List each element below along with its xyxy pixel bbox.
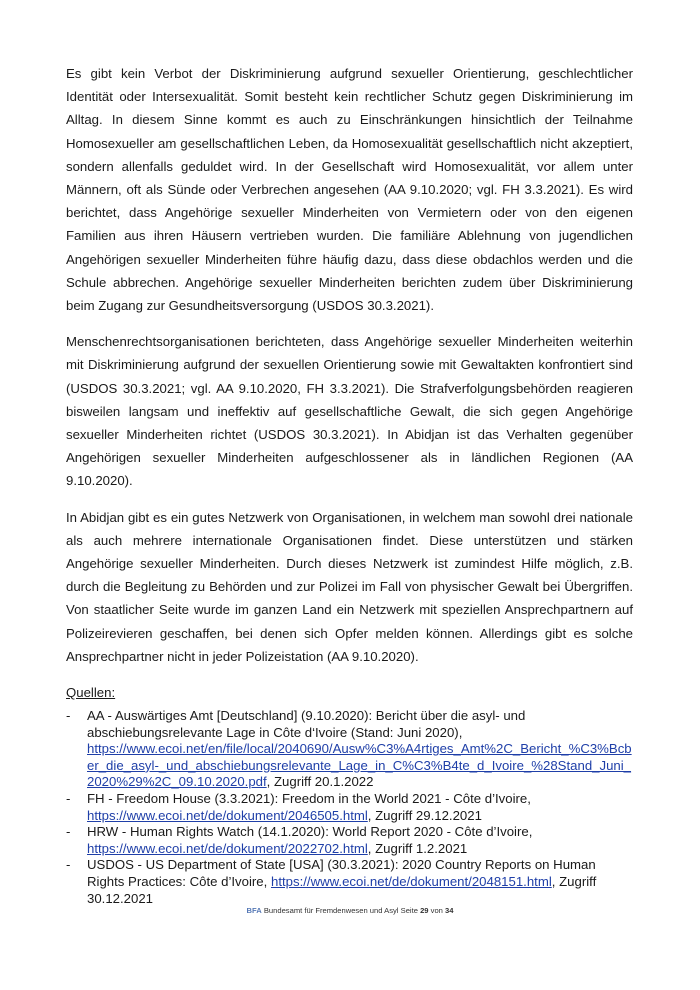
source-access-date: , Zugriff 20.1.2022 — [266, 774, 374, 790]
list-dash: - — [66, 708, 71, 724]
page-footer — [0, 906, 700, 915]
footer-page-current: 29 — [420, 906, 429, 915]
source-text: AA - Auswärtiges Amt [Deutschland] (9.10.2020): Bericht über die asyl- und abschiebungsrelevante Lage in Côte d‘Ivoire (Stand: Juni 2020), — [87, 708, 526, 740]
paragraph-discrimination: Es gibt kein Verbot der Diskriminierung aufgrund sexueller Orientierung, geschlechtlicher Identität oder Intersexualität. Somit besteht kein rechtlicher Schutz gegen Diskriminierung im Alltag. In diesem Sinne kommt es auch zu Einschränkungen hinsichtlich der Teilnahme Homosexueller am gesellschaftlichen Leben, da Homosexualität gesellschaftlich nicht akzeptiert, sondern allenfalls geduldet wird. In der Gesellschaft wird Homosexualität, vor allem unter Männern, oft als Sünde oder Verbrechen angesehen (AA 9.10.2020; vgl. FH 3.3.2021). Es wird berichtet, dass Angehörige sexueller Minderheiten von Vermietern oder von den eigenen Familien aus ihren Häusern vertrieben wurden. Die familiäre Ablehnung von jugendlichen Angehörigen sexueller Minderheiten führe häufig dazu, dass diese obdachlos werden und die Schule abbrechen. Angehörige sexueller Minderheiten berichten zudem über Diskriminierung beim Zugang zur Gesundheitsversorgung (USDOS 30.3.2021). — [66, 66, 633, 314]
source-text: HRW - Human Rights Watch (14.1.2020): World Report 2020 - Côte d’Ivoire, — [87, 824, 533, 840]
footer-org-name: Bundesamt für Fremdenwesen und Asyl — [263, 906, 399, 915]
source-text: FH - Freedom House (3.3.2021): Freedom in the World 2021 - Côte d’Ivoire, — [87, 791, 531, 807]
source-link-hrw[interactable]: https://www.ecoi.net/de/dokument/2022702.html — [87, 840, 368, 856]
paragraph-abidjan-network: In Abidjan gibt es ein gutes Netzwerk von Organisationen, in welchem man sowohl drei nationale als auch mehrere internationale Organisationen findet. Diese unterstützen und stärken Angehörige sexueller Minderheiten. Durch dieses Netzwerk ist zumindest Hilfe möglich, z.B. durch die Begleitung zu Behörden und zur Polizei im Fall von physischer Gewalt bei Übergriffen. Von staatlicher Seite wurde im ganzen Land ein Netzwerk mit speziellen Ansprechpartnern auf Polizeirevieren geschaffen, bei denen sich Opfer melden können. Allerdings gibt es solche Ansprechpartner nicht in jeder Polizeistation (AA 9.10.2020). — [66, 509, 633, 664]
document-body — [66, 62, 633, 907]
source-link-aa[interactable]: https://www.ecoi.net/en/file/local/2040690/Ausw%C3%A4rtiges_Amt%2C_Bericht_%C3%Bcber_die_asyl-_und_abschiebungsrelevante_Lage_in_C%C3%B4te_d_Ivoire_%28Stand_Juni_2020%29%2C_09.10.2020.pdf — [87, 741, 632, 790]
sources-list — [66, 708, 633, 907]
source-item-fh — [66, 791, 633, 824]
list-dash: - — [66, 857, 71, 873]
footer-org-abbr: BFA — [246, 906, 262, 915]
sources-heading: Quellen: — [66, 685, 116, 701]
list-dash: - — [66, 824, 71, 840]
source-text: USDOS - US Department of State [USA] (30.3.2021): 2020 Country Reports on Human Rights Practices: Côte d’Ivoire, — [87, 857, 596, 890]
footer-page-of: von — [430, 906, 443, 915]
footer-page-total: 34 — [445, 906, 454, 915]
source-item-usdos — [66, 857, 633, 907]
source-item-hrw — [66, 824, 633, 857]
list-dash: - — [66, 791, 71, 807]
source-link-usdos[interactable]: https://www.ecoi.net/de/dokument/2048151.html — [270, 874, 552, 890]
source-link-fh[interactable]: https://www.ecoi.net/de/dokument/2046505.html — [87, 807, 368, 823]
paragraph-human-rights-organisations: Menschenrechtsorganisationen berichteten, dass Angehörige sexueller Minderheiten weiterhin mit Diskriminierung aufgrund der sexuellen Orientierung sowie mit Gewaltakten konfrontiert sind (USDOS 30.3.2021; vgl. AA 9.10.2020, FH 3.3.2021). Die Strafverfolgungsbehörden reagieren bisweilen langsam und ineffektiv auf gesellschaftliche Gewalt, die sich gegen Angehörige sexueller Minderheiten richtet (USDOS 30.3.2021). In Abidjan ist das Verhalten gegenüber Angehörigen sexueller Minderheiten aufgeschlossener als in ländlichen Regionen (AA 9.10.2020). — [66, 334, 633, 489]
source-access-date: , Zugriff 30.12.2021 — [87, 874, 597, 906]
source-item-aa — [66, 708, 633, 791]
footer-page-label: Seite — [400, 906, 418, 915]
source-access-date: , Zugriff 29.12.2021 — [367, 807, 482, 823]
source-access-date: , Zugriff 1.2.2021 — [367, 840, 468, 856]
